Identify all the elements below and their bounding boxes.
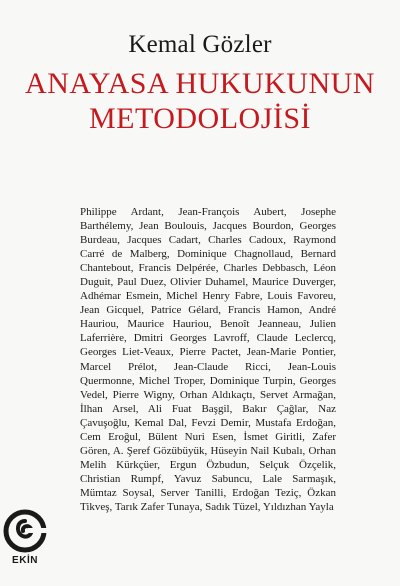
book-title-line-2: METODOLOJİSİ — [88, 102, 312, 135]
book-title-line-1: ANAYASA HUKUKUNUN — [25, 67, 375, 100]
publisher-logo-icon — [2, 508, 48, 554]
publisher-name: EKİN — [12, 555, 38, 566]
scholar-names-list: Philippe Ardant, Jean-François Aubert, Josephe Barthélemy, Jean Boulouis, Jacques Bourdon, Georges Burdeau, Jacques Cadart, Charles Cadoux, Raymond Carré de Malberg, Dominique Chagnollaud, Bernard Chantebout, Francis Delpérée, Charles Debbasch, Léon Duguit, Paul Duez, Olivier Duhamel, Maurice Duverger, Adhémar Esmein, Michel Henry Fabre, Louis Favoreu, Jean Gicquel, Patrice Gélard, Francis Hamon, André Hauriou, Maurice Hauriou, Benoît Jeanneau, Julien Laferrière, Dmitri Georges Lavroff, Claude Leclercq, Georges Liet-Veaux, Pierre Pactet, Jean-Marie Pontier, Marcel Prélot, Jean-Claude Ricci, Jean-Louis Quermonne, Michel Troper, Dominique Turpin, Georges Vedel, Pierre Wigny, Orhan Aldıkaçtı, Servet Armağan, İlhan Arsel, Ali Fuat Başgil, Bakır Çağlar, Naz Çavuşoğlu, Kemal Dal, Fevzi Demir, Mustafa Erdoğan, Cem Eroğul, Bülent Nuri Esen, İsmet Giritli, Zafer Gören, A. Şeref Gözübüyük, Hüseyin Nail Kubalı, Orhan Melih Kürkçüer, Ergun Özbudun, Selçuk Özçelik, Christian Rumpf, Yavuz Sabuncu, Lale Sarmaşık, Mümtaz Soysal, Server Tanilli, Erdoğan Teziç, Özkan Tikveş, Tarık Zafer Tunaya, Sadık Tüzel, Yıldızhan Yayla — [80, 206, 336, 513]
author-name: Kemal Gözler — [128, 31, 272, 58]
